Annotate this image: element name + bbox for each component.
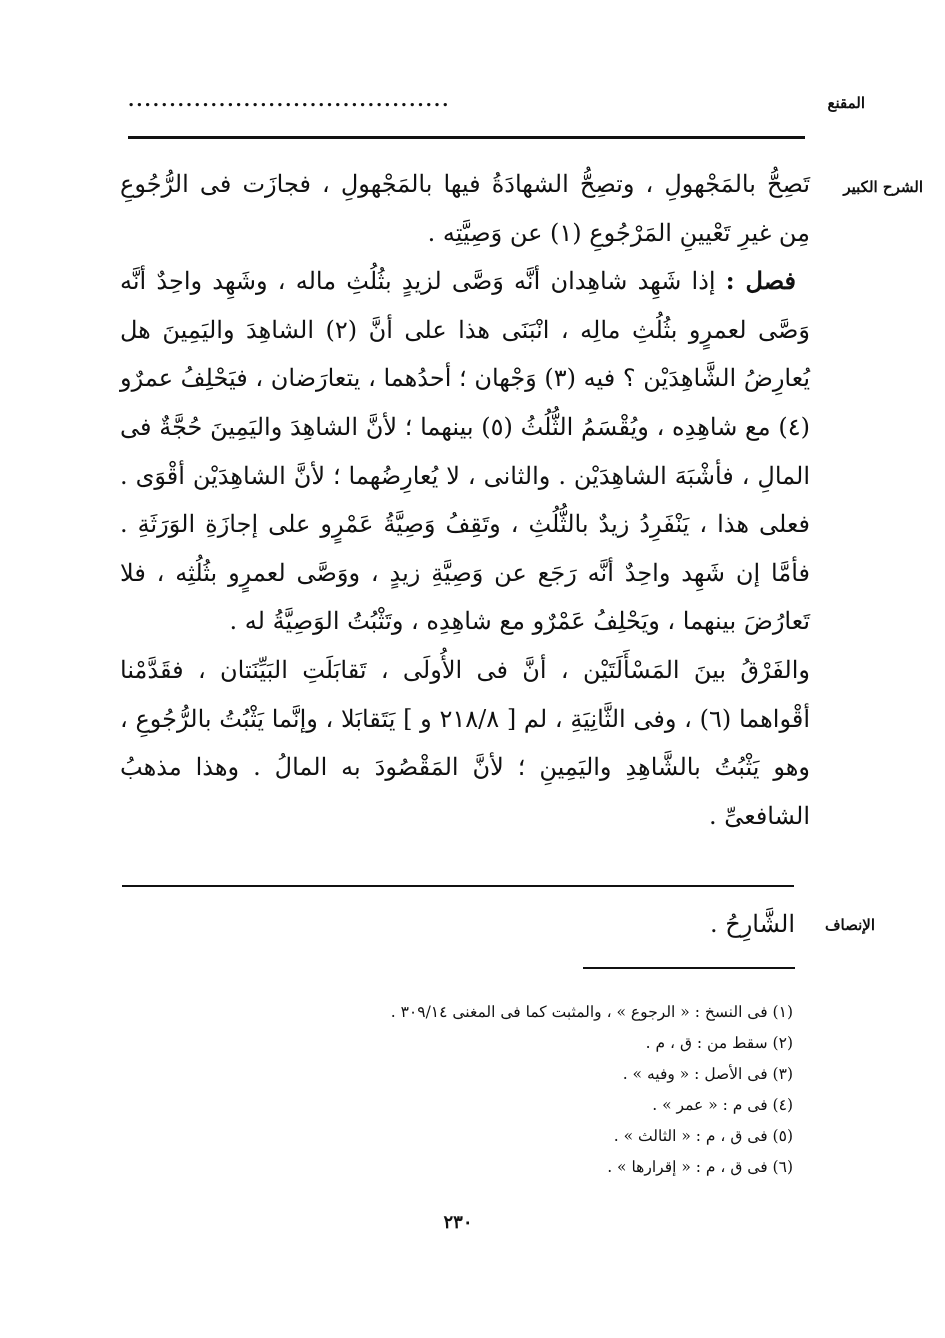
footnote-rule xyxy=(583,967,795,969)
header-rule xyxy=(128,136,805,139)
footnote-2: (٢) سقط من : ق ، م . xyxy=(645,1034,793,1052)
footnotes xyxy=(313,997,793,1183)
insaf-text: الشَّارِحُ . xyxy=(709,910,795,938)
section-rule xyxy=(122,885,794,887)
footnote-5: (٥) فى ق ، م : « الثالث » . xyxy=(613,1127,793,1145)
footnote-4: (٤) فى م : « عمر » . xyxy=(652,1096,793,1114)
header-dots: ....................................... xyxy=(128,90,451,110)
paragraph-1: تَصِحُّ بالمَجْهولِ ، وتصِحُّ الشهادَةُ فيها بالمَجْهولِ ، فجازَت فى الرُّجُوعِ مِن غيرِ تَعْيينِ المَرْجُوعِ (١) عن وَصِيَّتِه . xyxy=(120,170,810,247)
footnote-3: (٣) فى الأصل : « وفيه » . xyxy=(622,1065,793,1083)
paragraph-2 xyxy=(120,257,810,646)
main-text xyxy=(120,160,810,840)
footnote-1: (١) فى النسخ : « الرجوع » ، والمثبت كما فى المغنى ٣٠٩/١٤ . xyxy=(390,1003,793,1021)
side-label-insaf: الإنصاف xyxy=(824,916,875,934)
page-number: ٢٣٠ xyxy=(443,1212,473,1233)
paragraph-3: والفَرْقُ بينَ المَسْأَلَتَيْن ، أنَّ فى الأُولَى ، تَقابَلَتِ البَيِّنَتان ، فقَدَّمْنا أقْواهما (٦) ، وفى الثَّانِيَةِ ، لم [ ٢١٨/٨ و ] يَتَقابَلا ، وإنَّما يَثْبُتُ بالرُّجُوعِ ، وهو يَثْبُتُ بالشَّاهِدِ واليَمِينِ ؛ لأنَّ المَقْصُودَ به المالُ . وهذا مذهبُ الشافعىِّ . xyxy=(120,655,811,830)
paragraph-2-text: إذا شَهِد شاهِدان أنَّه وَصَّى لزيدٍ بثُلُثِ ماله ، وشَهِد واحِدٌ أنَّه وَصَّى لعمرٍو بثُلُثِ مالِه ، انْبَنَى هذا على أنَّ (٢) الشاهِدَ واليَمِينَ هل يُعارِضُ الشَّاهِدَيْن ؟ فيه (٣) وَجْهان ؛ أحدُهما ، يتعارَضان ، فيَحْلِفُ عمرٌو (٤) مع شاهِدِه ، ويُقْسَمُ الثُّلُثُ (٥) بينهما ؛ لأنَّ الشاهِدَ واليَمِينَ حُجَّةٌ فى المالِ ، فأشْبَهَ الشاهِدَيْن . والثانى ، لا يُعارِضُهما ؛ لأنَّ الشاهِدَيْن أقْوَى . فعلى هذا ، يَنْفَرِدُ زيدٌ بالثُّلُثِ ، وتَقِفُ وَصِيَّةُ عَمْرٍو على إجازَةِ الوَرَثَةِ . فأمَّا إن شَهِد واحِدٌ أنَّه رَجَع عن وَصِيَّةِ زيدٍ ، ووَصَّى لعمرٍو بثُلُثِه ، فلا تَعارُضَ بينهما ، ويَحْلِفُ عَمْرٌو مع شاهِدِه ، وتَثْبُتُ الوَصِيَّةُ له . xyxy=(120,267,811,636)
side-label-sharh: الشرح الكبير xyxy=(843,178,923,196)
fasl-label: فصل : xyxy=(725,266,796,296)
footnote-6: (٦) فى ق ، م : « إقرارها » . xyxy=(607,1158,793,1176)
header-label: المقنع xyxy=(827,94,865,112)
